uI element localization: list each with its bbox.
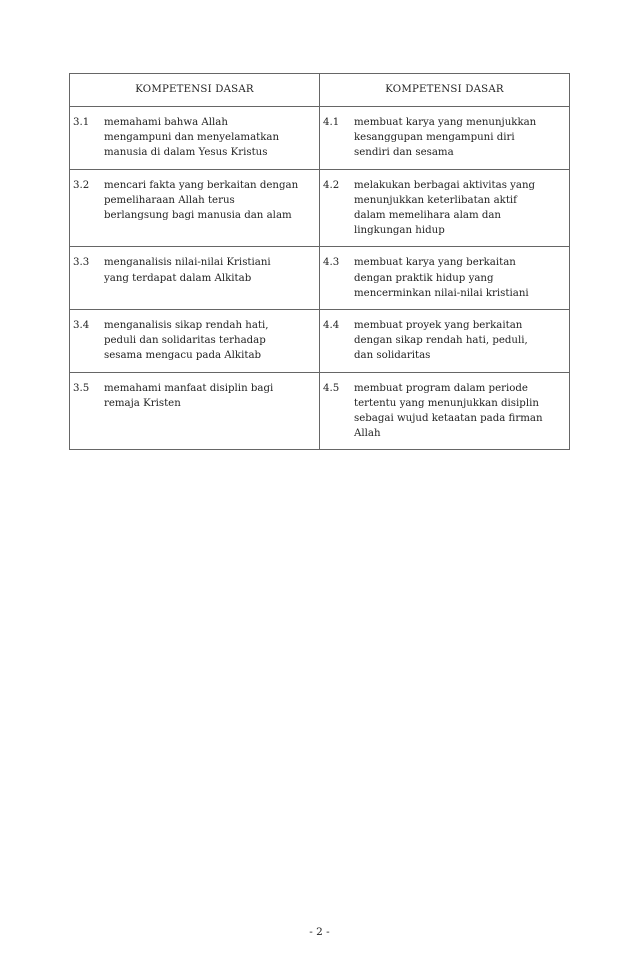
kd-number: 4.3	[323, 257, 340, 269]
table-header-row	[70, 74, 570, 107]
table-cell-right	[320, 247, 570, 310]
table-cell-right	[320, 169, 570, 247]
table-row	[70, 372, 570, 450]
kd-number: 3.2	[73, 179, 90, 191]
page-number: - 2 -	[309, 926, 330, 938]
table-cell-left	[70, 310, 320, 373]
header-left: KOMPETENSI DASAR	[70, 74, 320, 107]
table-row	[70, 247, 570, 310]
header-right: KOMPETENSI DASAR	[320, 74, 570, 107]
table-cell-left	[70, 247, 320, 310]
kd-text: memahami manfaat disiplin bagi remaja Kristen	[104, 382, 274, 409]
kd-text: memahami bahwa Allah mengampuni dan menyelamatkan manusia di dalam Yesus Kristus	[104, 117, 280, 159]
kd-number: 3.5	[73, 382, 90, 394]
kompetensi-table	[69, 73, 570, 450]
table-row	[70, 107, 570, 170]
kd-text: membuat proyek yang berkaitan dengan sikap rendah hati, peduli, dan solidaritas	[354, 320, 528, 362]
kd-text: menganalisis nilai-nilai Kristiani yang terdapat dalam Alkitab	[104, 257, 271, 284]
table-cell-right	[320, 107, 570, 170]
table-row	[70, 310, 570, 373]
table-cell-left	[70, 372, 320, 450]
kd-number: 4.4	[323, 320, 340, 332]
kd-number: 4.2	[323, 179, 340, 191]
kd-text: mencari fakta yang berkaitan dengan pemeliharaan Allah terus berlangsung bagi manusia dan alam	[104, 179, 299, 222]
kd-number: 3.3	[73, 257, 90, 269]
kd-text: membuat karya yang berkaitan dengan praktik hidup yang mencerminkan nilai-nilai kristiani	[354, 257, 529, 299]
kd-number: 4.1	[323, 117, 340, 128]
kd-text: menganalisis sikap rendah hati, peduli dan solidaritas terhadap sesama mengacu pada Alkitab	[104, 320, 269, 362]
table-cell-left	[70, 107, 320, 170]
table-cell-right	[320, 310, 570, 373]
kd-text: melakukan berbagai aktivitas yang menunjukkan keterlibatan aktif dalam memelihara alam dan lingkungan hidup	[354, 179, 536, 237]
kd-number: 3.1	[73, 117, 90, 128]
kd-number: 4.5	[323, 382, 340, 394]
kd-text: membuat karya yang menunjukkan kesanggupan mengampuni diri sendiri dan sesama	[354, 117, 537, 159]
kd-text: membuat program dalam periode tertentu yang menunjukkan disiplin sebagai wujud ketaatan pada firman Allah	[354, 382, 543, 440]
table-row	[70, 169, 570, 247]
table-cell-left	[70, 169, 320, 247]
table-cell-right	[320, 372, 570, 450]
kd-number: 3.4	[73, 320, 90, 332]
